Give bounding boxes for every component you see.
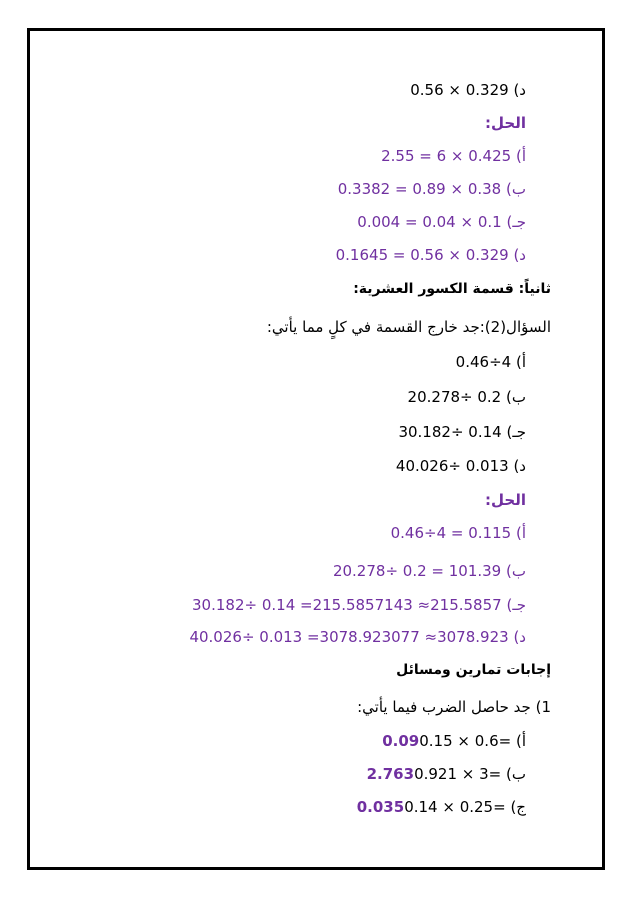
item-label: أ) — [515, 732, 526, 750]
item-label: جـ) — [506, 596, 526, 614]
item-label: د) — [513, 457, 526, 475]
answer-value: 0.035 — [356, 798, 405, 816]
expression: 30.182÷ 0.14 — [398, 423, 502, 441]
division-solution-c — [192, 595, 526, 615]
division-solution-a — [391, 523, 526, 543]
solution-d — [336, 245, 526, 265]
item-label: ب) — [506, 180, 526, 198]
solution-heading — [485, 113, 526, 133]
solution-heading-2 — [485, 490, 526, 510]
question-2-a — [456, 352, 526, 372]
question-text: السؤال(2):جد خارج القسمة في كلٍ مما يأتي: — [266, 318, 551, 336]
expression: 20.278÷ 0.2 = 101.39 — [332, 562, 502, 580]
exercise-1-prompt — [357, 697, 551, 717]
solution-label: الحل: — [485, 491, 526, 509]
item-label: ب) — [506, 765, 526, 783]
expression: 0.921 × 3= — [414, 765, 502, 783]
exercise-1-a — [382, 731, 526, 751]
expression-with-answer — [382, 731, 511, 751]
item-label: ب) — [506, 562, 526, 580]
division-solution-d — [189, 627, 526, 647]
item-label: جـ) — [506, 213, 526, 231]
exercise-1-b — [367, 764, 526, 784]
expression: 2.55 = 6 × 0.425 — [381, 147, 512, 165]
question-2 — [267, 317, 551, 337]
expression: 40.026÷ 0.013 — [395, 457, 509, 475]
section-heading-division — [353, 279, 551, 299]
exercises-heading — [396, 660, 551, 680]
answer-value: 0.09 — [382, 732, 420, 750]
item-label: أ) — [515, 353, 526, 371]
expression: 0.004 = 0.04 × 0.1 — [357, 213, 502, 231]
solution-c — [357, 212, 526, 232]
expression: 0.46÷4 — [455, 353, 512, 371]
expression-with-answer — [357, 797, 506, 817]
expression: 0.15 × 0.6= — [419, 732, 512, 750]
exercise-d-line — [410, 80, 526, 100]
solution-label: الحل: — [485, 114, 526, 132]
item-label: د) — [513, 81, 526, 99]
heading-text: إجابات تمارين ومسائل — [396, 662, 551, 678]
item-label: د) — [513, 628, 526, 646]
solution-b — [338, 179, 526, 199]
heading-text: ثانياً: قسمة الكسور العشرية: — [353, 281, 551, 297]
division-solution-b — [333, 561, 526, 581]
expression: 0.46÷4 = 0.115 — [390, 524, 512, 542]
question-2-b — [408, 387, 526, 407]
item-label: د) — [513, 246, 526, 264]
item-label: أ) — [515, 524, 526, 542]
expression: 40.026÷ 0.013 =3078.923077 ≈3078.923 — [189, 628, 509, 646]
answer-value: 2.763 — [366, 765, 415, 783]
item-label: ج) — [510, 798, 526, 816]
item-label: أ) — [515, 147, 526, 165]
expression: 0.14 × 0.25= — [404, 798, 506, 816]
exercise-1-c — [357, 797, 526, 817]
expression: 0.56 × 0.329 — [410, 81, 509, 99]
expression: 0.3382 = 0.89 × 0.38 — [337, 180, 502, 198]
expression: 20.278÷ 0.2 — [407, 388, 502, 406]
expression: 30.182÷ 0.14 =215.5857143 ≈215.5857 — [192, 596, 502, 614]
question-text: 1) جد حاصل الضرب فيما يأتي: — [357, 698, 551, 716]
item-label: جـ) — [506, 423, 526, 441]
solution-a — [381, 146, 526, 166]
question-2-d — [396, 456, 526, 476]
question-2-c — [398, 422, 526, 442]
expression: 0.1645 = 0.56 × 0.329 — [335, 246, 509, 264]
item-label: ب) — [506, 388, 526, 406]
expression-with-answer — [367, 764, 502, 784]
